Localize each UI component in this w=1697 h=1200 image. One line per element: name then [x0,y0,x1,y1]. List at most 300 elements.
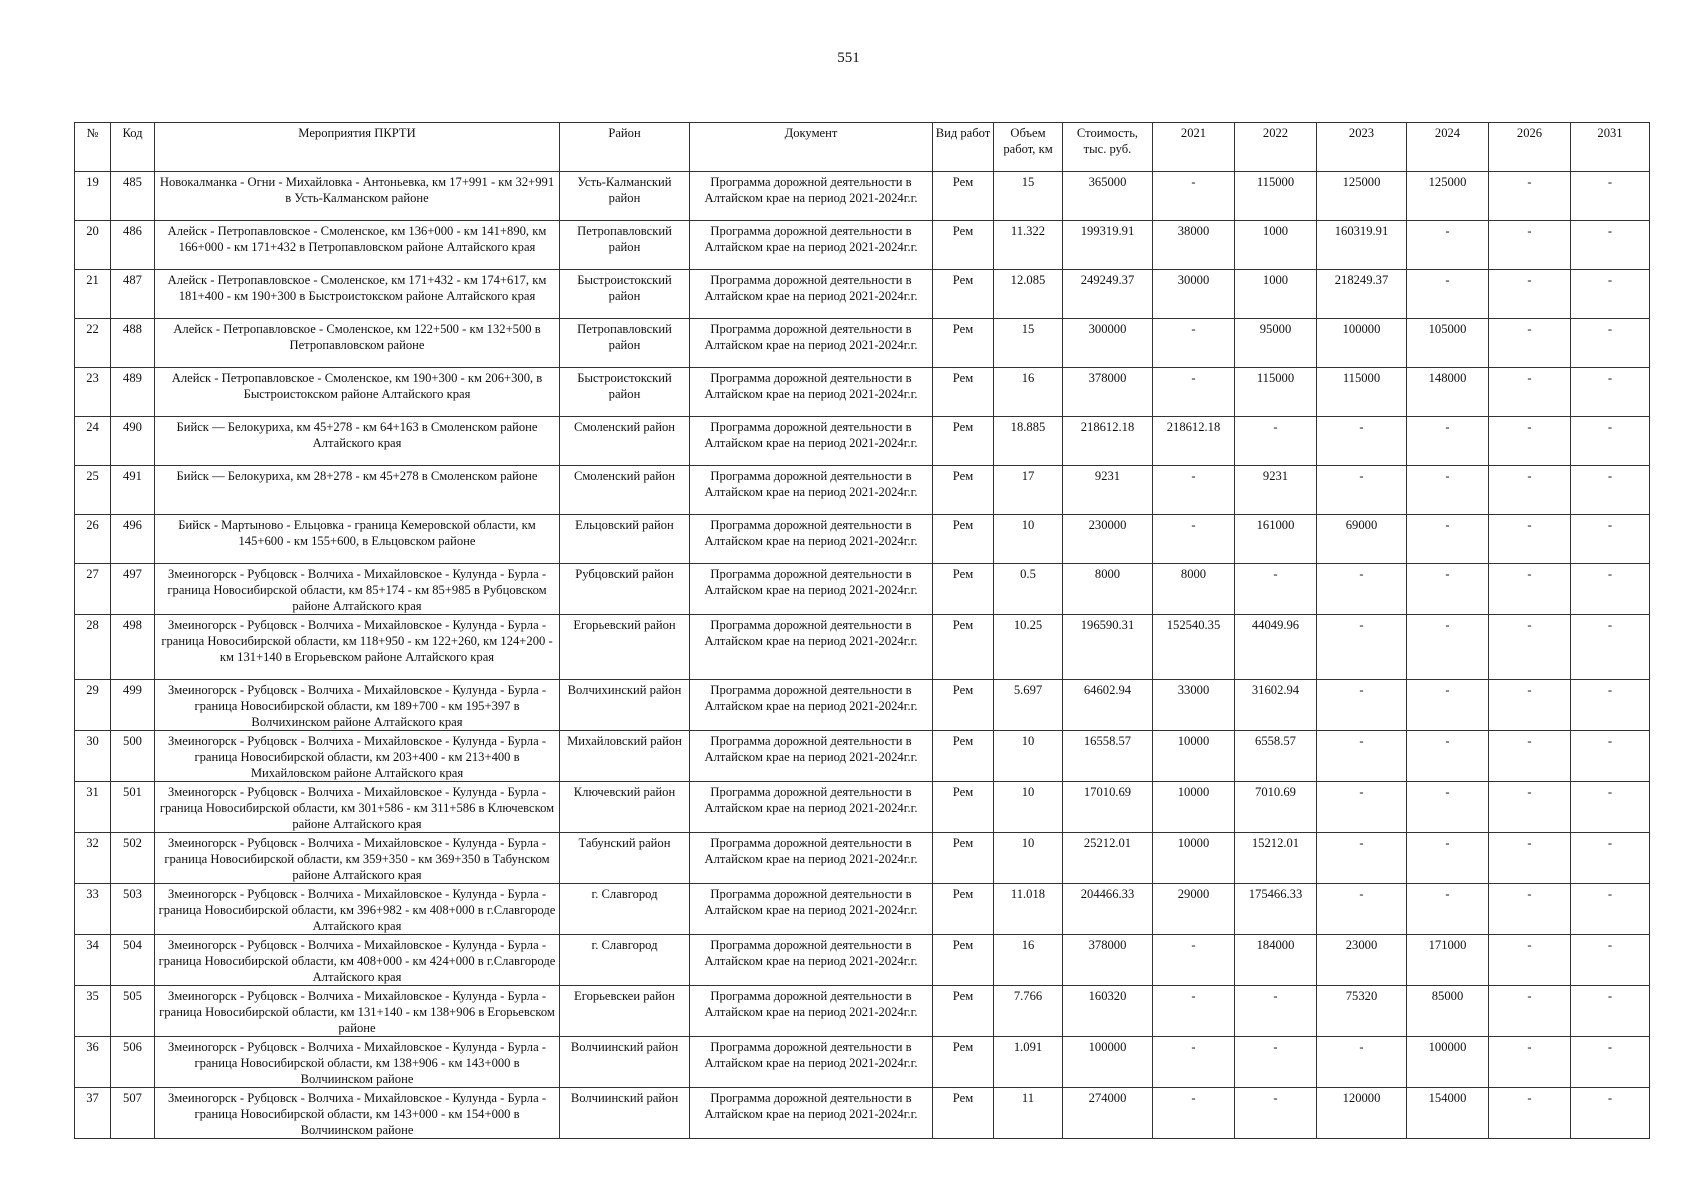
cell-year-2021: 30000 [1153,270,1235,319]
cell-year-2026: - [1489,270,1571,319]
cell-measure: Бийск — Белокуриха, км 45+278 - км 64+163 в Смоленском районе Алтайского края [155,417,560,466]
cell-volume-km: 18.885 [994,417,1063,466]
cell-district: Быстроистокский район [560,270,690,319]
cell-year-2021: 152540.35 [1153,615,1235,680]
cell-district: Ключевский район [560,782,690,833]
cell-document: Программа дорожной деятельности в Алтайском крае на период 2021-2024г.г. [690,986,933,1037]
cell-code: 487 [111,270,155,319]
cell-year-2023: - [1317,466,1407,515]
cell-district: Смоленский район [560,466,690,515]
cell-code: 499 [111,680,155,731]
cell-measure: Змеиногорск - Рубцовск - Волчиха - Михайловское - Кулунда - Бурла - граница Новосибирской области, км 85+174 - км 85+985 в Рубцовском районе Алтайского края [155,564,560,615]
cell-document: Программа дорожной деятельности в Алтайском крае на период 2021-2024г.г. [690,833,933,884]
cell-year-2026: - [1489,615,1571,680]
cell-volume-km: 10 [994,782,1063,833]
cell-measure: Змеиногорск - Рубцовск - Волчиха - Михайловское - Кулунда - Бурла - граница Новосибирской области, км 359+350 - км 369+350 в Табунском районе Алтайского края [155,833,560,884]
cell-year-2031: - [1571,466,1650,515]
cell-cost: 100000 [1063,1037,1153,1088]
table-row [75,1088,1650,1139]
cell-year-2024: - [1407,417,1489,466]
cell-year-2022: 161000 [1235,515,1317,564]
cell-row-number: 28 [75,615,111,680]
cell-year-2026: - [1489,833,1571,884]
cell-year-2021: 8000 [1153,564,1235,615]
cell-year-2021: - [1153,172,1235,221]
cell-year-2022: - [1235,564,1317,615]
cell-year-2024: 171000 [1407,935,1489,986]
table-row [75,417,1650,466]
table-row [75,615,1650,680]
cell-document: Программа дорожной деятельности в Алтайском крае на период 2021-2024г.г. [690,515,933,564]
cell-measure: Бийск - Мартыново - Ельцовка - граница Кемеровской области, км 145+600 - км 155+600, в Ельцовском районе [155,515,560,564]
cell-year-2024: 85000 [1407,986,1489,1037]
cell-cost: 378000 [1063,368,1153,417]
header-cell: № [75,123,111,172]
cell-year-2023: - [1317,731,1407,782]
cell-year-2024: - [1407,833,1489,884]
cell-year-2031: - [1571,417,1650,466]
cell-year-2024: - [1407,466,1489,515]
cell-year-2021: - [1153,1037,1235,1088]
cell-year-2031: - [1571,221,1650,270]
cell-year-2023: 23000 [1317,935,1407,986]
cell-year-2031: - [1571,782,1650,833]
cell-work-type: Рем [933,172,994,221]
cell-year-2021: - [1153,515,1235,564]
cell-year-2024: - [1407,221,1489,270]
cell-year-2021: - [1153,935,1235,986]
cell-year-2023: 75320 [1317,986,1407,1037]
cell-volume-km: 7.766 [994,986,1063,1037]
cell-year-2024: - [1407,270,1489,319]
cell-work-type: Рем [933,935,994,986]
cell-document: Программа дорожной деятельности в Алтайском крае на период 2021-2024г.г. [690,1088,933,1139]
cell-volume-km: 11 [994,1088,1063,1139]
table-row [75,319,1650,368]
table-row [75,1037,1650,1088]
cell-year-2024: 148000 [1407,368,1489,417]
table-row [75,221,1650,270]
cell-document: Программа дорожной деятельности в Алтайском крае на период 2021-2024г.г. [690,564,933,615]
header-cell: 2023 [1317,123,1407,172]
cell-year-2023: - [1317,1037,1407,1088]
cell-year-2022: - [1235,1088,1317,1139]
cell-document: Программа дорожной деятельности в Алтайском крае на период 2021-2024г.г. [690,615,933,680]
cell-year-2026: - [1489,466,1571,515]
cell-year-2024: - [1407,782,1489,833]
table-row [75,270,1650,319]
cell-work-type: Рем [933,833,994,884]
cell-year-2023: - [1317,417,1407,466]
cell-row-number: 29 [75,680,111,731]
cell-code: 489 [111,368,155,417]
cell-year-2022: 115000 [1235,368,1317,417]
cell-row-number: 20 [75,221,111,270]
cell-work-type: Рем [933,731,994,782]
cell-year-2023: 125000 [1317,172,1407,221]
cell-year-2021: - [1153,986,1235,1037]
cell-year-2021: 33000 [1153,680,1235,731]
cell-document: Программа дорожной деятельности в Алтайском крае на период 2021-2024г.г. [690,731,933,782]
cell-volume-km: 1.091 [994,1037,1063,1088]
cell-district: Ельцовский район [560,515,690,564]
cell-year-2031: - [1571,1037,1650,1088]
cell-year-2024: - [1407,515,1489,564]
table-row [75,172,1650,221]
cell-document: Программа дорожной деятельности в Алтайском крае на период 2021-2024г.г. [690,680,933,731]
cell-year-2031: - [1571,884,1650,935]
cell-work-type: Рем [933,466,994,515]
cell-work-type: Рем [933,782,994,833]
cell-year-2023: - [1317,680,1407,731]
cell-document: Программа дорожной деятельности в Алтайском крае на период 2021-2024г.г. [690,782,933,833]
cell-code: 505 [111,986,155,1037]
cell-year-2022: 184000 [1235,935,1317,986]
cell-cost: 204466.33 [1063,884,1153,935]
table-row [75,368,1650,417]
cell-row-number: 22 [75,319,111,368]
cell-row-number: 34 [75,935,111,986]
cell-year-2022: - [1235,417,1317,466]
cell-volume-km: 12.085 [994,270,1063,319]
cell-document: Программа дорожной деятельности в Алтайском крае на период 2021-2024г.г. [690,368,933,417]
cell-year-2022: 1000 [1235,270,1317,319]
cell-cost: 160320 [1063,986,1153,1037]
cell-work-type: Рем [933,1037,994,1088]
cell-volume-km: 0.5 [994,564,1063,615]
cell-row-number: 23 [75,368,111,417]
cell-document: Программа дорожной деятельности в Алтайском крае на период 2021-2024г.г. [690,221,933,270]
cell-document: Программа дорожной деятельности в Алтайском крае на период 2021-2024г.г. [690,1037,933,1088]
cell-work-type: Рем [933,884,994,935]
cell-document: Программа дорожной деятельности в Алтайском крае на период 2021-2024г.г. [690,935,933,986]
cell-year-2023: - [1317,615,1407,680]
cell-volume-km: 10 [994,731,1063,782]
cell-year-2021: - [1153,466,1235,515]
cell-year-2023: - [1317,782,1407,833]
cell-cost: 196590.31 [1063,615,1153,680]
cell-measure: Алейск - Петропавловское - Смоленское, км 122+500 - км 132+500 в Петропавловском районе [155,319,560,368]
cell-measure: Змеиногорск - Рубцовск - Волчиха - Михайловское - Кулунда - Бурла - граница Новосибирской области, км 396+982 - км 408+000 в г.Славгороде Алтайского края [155,884,560,935]
cell-row-number: 35 [75,986,111,1037]
cell-code: 503 [111,884,155,935]
cell-district: Рубцовский район [560,564,690,615]
cell-measure: Змеиногорск - Рубцовск - Волчиха - Михайловское - Кулунда - Бурла - граница Новосибирской области, км 301+586 - км 311+586 в Ключевском районе Алтайского края [155,782,560,833]
cell-row-number: 26 [75,515,111,564]
cell-year-2023: 218249.37 [1317,270,1407,319]
cell-work-type: Рем [933,986,994,1037]
table-row [75,680,1650,731]
cell-code: 491 [111,466,155,515]
table-row [75,986,1650,1037]
cell-code: 486 [111,221,155,270]
cell-row-number: 32 [75,833,111,884]
cell-document: Программа дорожной деятельности в Алтайском крае на период 2021-2024г.г. [690,466,933,515]
cell-work-type: Рем [933,319,994,368]
header-row [75,123,1650,172]
cell-year-2026: - [1489,731,1571,782]
cell-year-2024: 105000 [1407,319,1489,368]
cell-cost: 25212.01 [1063,833,1153,884]
cell-year-2031: - [1571,833,1650,884]
cell-district: Егорьевский район [560,615,690,680]
cell-year-2031: - [1571,731,1650,782]
cell-measure: Змеиногорск - Рубцовск - Волчиха - Михайловское - Кулунда - Бурла - граница Новосибирской области, км 143+000 - км 154+000 в Волчиинском районе [155,1088,560,1139]
table-row [75,884,1650,935]
cell-document: Программа дорожной деятельности в Алтайском крае на период 2021-2024г.г. [690,417,933,466]
cell-year-2031: - [1571,319,1650,368]
cell-district: Усть-Калманский район [560,172,690,221]
cell-district: г. Славгород [560,884,690,935]
cell-measure: Змеиногорск - Рубцовск - Волчиха - Михайловское - Кулунда - Бурла - граница Новосибирской области, км 131+140 - км 138+906 в Егорьевском районе [155,986,560,1037]
cell-year-2024: 154000 [1407,1088,1489,1139]
table-row [75,515,1650,564]
cell-year-2024: 100000 [1407,1037,1489,1088]
header-cell: 2031 [1571,123,1650,172]
cell-code: 502 [111,833,155,884]
cell-year-2022: 9231 [1235,466,1317,515]
cell-cost: 17010.69 [1063,782,1153,833]
cell-year-2023: 100000 [1317,319,1407,368]
cell-row-number: 19 [75,172,111,221]
cell-code: 497 [111,564,155,615]
cell-year-2026: - [1489,782,1571,833]
cell-work-type: Рем [933,221,994,270]
cell-cost: 64602.94 [1063,680,1153,731]
cell-measure: Змеиногорск - Рубцовск - Волчиха - Михайловское - Кулунда - Бурла - граница Новосибирской области, км 118+950 - км 122+260, км 124+200 - км 131+140 в Егорьевском районе Алтайского края [155,615,560,680]
cell-cost: 230000 [1063,515,1153,564]
cell-work-type: Рем [933,680,994,731]
cell-work-type: Рем [933,515,994,564]
cell-code: 506 [111,1037,155,1088]
cell-row-number: 37 [75,1088,111,1139]
cell-year-2022: 95000 [1235,319,1317,368]
cell-volume-km: 11.322 [994,221,1063,270]
cell-year-2026: - [1489,319,1571,368]
cell-code: 485 [111,172,155,221]
cell-row-number: 25 [75,466,111,515]
cell-year-2024: - [1407,731,1489,782]
cell-year-2022: 6558.57 [1235,731,1317,782]
cell-work-type: Рем [933,1088,994,1139]
cell-district: Петропавловский район [560,319,690,368]
cell-cost: 9231 [1063,466,1153,515]
cell-measure: Новокалманка - Огни - Михайловка - Антоньевка, км 17+991 - км 32+991 в Усть-Калманском районе [155,172,560,221]
cell-year-2022: 1000 [1235,221,1317,270]
cell-year-2031: - [1571,564,1650,615]
cell-year-2026: - [1489,1037,1571,1088]
cell-row-number: 33 [75,884,111,935]
cell-year-2022: 115000 [1235,172,1317,221]
cell-code: 488 [111,319,155,368]
header-cell: Мероприятия ПКРТИ [155,123,560,172]
cell-year-2021: - [1153,1088,1235,1139]
cell-document: Программа дорожной деятельности в Алтайском крае на период 2021-2024г.г. [690,270,933,319]
cell-year-2021: 29000 [1153,884,1235,935]
cell-measure: Бийск — Белокуриха, км 28+278 - км 45+278 в Смоленском районе [155,466,560,515]
cell-volume-km: 10 [994,515,1063,564]
cell-row-number: 36 [75,1037,111,1088]
cell-measure: Змеиногорск - Рубцовск - Волчиха - Михайловское - Кулунда - Бурла - граница Новосибирской области, км 408+000 - км 424+000 в г.Славгороде Алтайского края [155,935,560,986]
cell-year-2026: - [1489,680,1571,731]
cell-year-2026: - [1489,986,1571,1037]
cell-code: 500 [111,731,155,782]
cell-district: Смоленский район [560,417,690,466]
table-row [75,731,1650,782]
cell-year-2024: 125000 [1407,172,1489,221]
cell-year-2026: - [1489,564,1571,615]
cell-year-2021: 218612.18 [1153,417,1235,466]
cell-year-2031: - [1571,172,1650,221]
cell-year-2026: - [1489,935,1571,986]
cell-year-2024: - [1407,884,1489,935]
header-cell: 2021 [1153,123,1235,172]
cell-year-2022: - [1235,1037,1317,1088]
cell-code: 498 [111,615,155,680]
cell-district: Петропавловский район [560,221,690,270]
cell-volume-km: 16 [994,935,1063,986]
cell-district: Волчиинский район [560,1088,690,1139]
cell-year-2026: - [1489,172,1571,221]
cell-cost: 218612.18 [1063,417,1153,466]
header-cell: Документ [690,123,933,172]
cell-measure: Алейск - Петропавловское - Смоленское, км 136+000 - км 141+890, км 166+000 - км 171+432 в Петропавловском районе Алтайского края [155,221,560,270]
cell-measure: Змеиногорск - Рубцовск - Волчиха - Михайловское - Кулунда - Бурла - граница Новосибирской области, км 203+400 - км 213+400 в Михайловском районе Алтайского края [155,731,560,782]
table-row [75,564,1650,615]
cell-work-type: Рем [933,270,994,319]
cell-volume-km: 16 [994,368,1063,417]
cell-district: Быстроистокский район [560,368,690,417]
header-cell: Объем работ, км [994,123,1063,172]
cell-year-2022: 7010.69 [1235,782,1317,833]
cell-district: Михайловский район [560,731,690,782]
cell-year-2024: - [1407,680,1489,731]
cell-year-2021: 38000 [1153,221,1235,270]
cell-year-2026: - [1489,515,1571,564]
cell-year-2023: 120000 [1317,1088,1407,1139]
cell-row-number: 31 [75,782,111,833]
cell-year-2026: - [1489,221,1571,270]
cell-year-2024: - [1407,564,1489,615]
cell-year-2026: - [1489,1088,1571,1139]
cell-district: Волчихинский район [560,680,690,731]
cell-year-2026: - [1489,884,1571,935]
cell-year-2023: 69000 [1317,515,1407,564]
cell-year-2026: - [1489,417,1571,466]
cell-cost: 199319.91 [1063,221,1153,270]
cell-year-2023: - [1317,833,1407,884]
cell-work-type: Рем [933,417,994,466]
header-cell: 2026 [1489,123,1571,172]
cell-work-type: Рем [933,615,994,680]
cell-year-2021: - [1153,319,1235,368]
roadworks-table [74,122,1650,1139]
cell-year-2031: - [1571,1088,1650,1139]
cell-year-2021: 10000 [1153,833,1235,884]
cell-row-number: 27 [75,564,111,615]
cell-code: 490 [111,417,155,466]
cell-cost: 365000 [1063,172,1153,221]
header-cell: 2022 [1235,123,1317,172]
cell-volume-km: 10 [994,833,1063,884]
table-row [75,935,1650,986]
header-cell: Стоимость, тыс. руб. [1063,123,1153,172]
cell-volume-km: 5.697 [994,680,1063,731]
cell-document: Программа дорожной деятельности в Алтайском крае на период 2021-2024г.г. [690,172,933,221]
cell-year-2022: - [1235,986,1317,1037]
cell-year-2031: - [1571,368,1650,417]
cell-cost: 378000 [1063,935,1153,986]
cell-code: 507 [111,1088,155,1139]
cell-document: Программа дорожной деятельности в Алтайском крае на период 2021-2024г.г. [690,884,933,935]
cell-cost: 274000 [1063,1088,1153,1139]
cell-cost: 249249.37 [1063,270,1153,319]
cell-year-2031: - [1571,680,1650,731]
cell-year-2024: - [1407,615,1489,680]
cell-volume-km: 11.018 [994,884,1063,935]
cell-work-type: Рем [933,368,994,417]
header-cell: Район [560,123,690,172]
cell-year-2026: - [1489,368,1571,417]
cell-year-2021: - [1153,368,1235,417]
cell-year-2031: - [1571,515,1650,564]
cell-code: 501 [111,782,155,833]
cell-district: Табунский район [560,833,690,884]
cell-volume-km: 15 [994,319,1063,368]
cell-document: Программа дорожной деятельности в Алтайском крае на период 2021-2024г.г. [690,319,933,368]
cell-year-2031: - [1571,615,1650,680]
cell-district: Волчиинский район [560,1037,690,1088]
cell-district: г. Славгород [560,935,690,986]
cell-code: 504 [111,935,155,986]
cell-district: Егорьевскеи район [560,986,690,1037]
cell-year-2031: - [1571,986,1650,1037]
table-body [75,172,1650,1139]
header-cell: Вид работ [933,123,994,172]
cell-volume-km: 15 [994,172,1063,221]
cell-year-2023: 115000 [1317,368,1407,417]
cell-cost: 300000 [1063,319,1153,368]
cell-code: 496 [111,515,155,564]
cell-year-2021: 10000 [1153,782,1235,833]
cell-year-2031: - [1571,270,1650,319]
cell-year-2022: 175466.33 [1235,884,1317,935]
header-cell: 2024 [1407,123,1489,172]
cell-row-number: 30 [75,731,111,782]
cell-measure: Алейск - Петропавловское - Смоленское, км 171+432 - км 174+617, км 181+400 - км 190+300 в Быстроистокском районе Алтайского края [155,270,560,319]
cell-year-2022: 44049.96 [1235,615,1317,680]
cell-work-type: Рем [933,564,994,615]
cell-year-2022: 31602.94 [1235,680,1317,731]
header-cell: Код [111,123,155,172]
cell-measure: Змеиногорск - Рубцовск - Волчиха - Михайловское - Кулунда - Бурла - граница Новосибирской области, км 189+700 - км 195+397 в Волчихинском районе Алтайского края [155,680,560,731]
cell-measure: Змеиногорск - Рубцовск - Волчиха - Михайловское - Кулунда - Бурла - граница Новосибирской области, км 138+906 - км 143+000 в Волчиинском районе [155,1037,560,1088]
page-number: 551 [837,50,860,66]
table-row [75,466,1650,515]
cell-volume-km: 17 [994,466,1063,515]
cell-cost: 8000 [1063,564,1153,615]
cell-volume-km: 10.25 [994,615,1063,680]
table-row [75,833,1650,884]
cell-row-number: 24 [75,417,111,466]
cell-year-2022: 15212.01 [1235,833,1317,884]
cell-year-2031: - [1571,935,1650,986]
table-row [75,782,1650,833]
cell-measure: Алейск - Петропавловское - Смоленское, км 190+300 - км 206+300, в Быстроистокском районе Алтайского края [155,368,560,417]
cell-row-number: 21 [75,270,111,319]
cell-year-2023: - [1317,564,1407,615]
cell-year-2023: - [1317,884,1407,935]
